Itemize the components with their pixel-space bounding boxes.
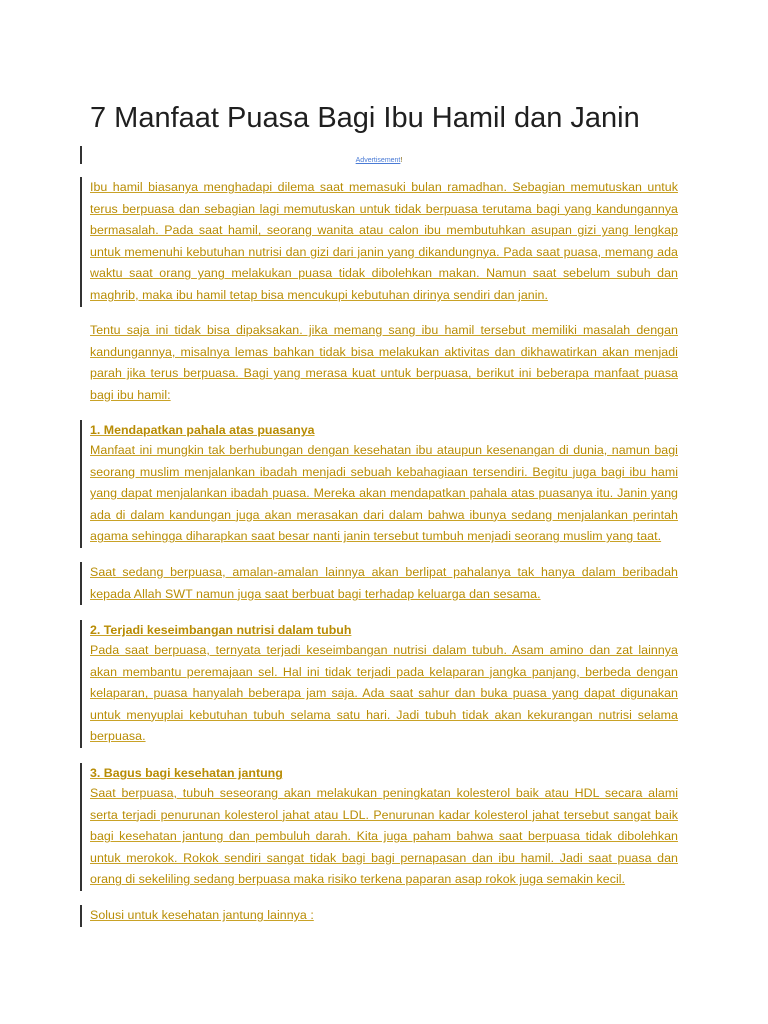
intro-paragraph-2 — [80, 320, 678, 406]
paragraph-text[interactable]: Saat berpuasa, tubuh seseorang akan melakukan peningkatan kolesterol baik atau HDL secara alami serta terjadi penurunan kolesterol jahat atau LDL. Penurunan kadar kolesterol jahat tersebut sangat baik bagi kesehatan jantung dan pembuluh darah. Kita juga paham bahwa saat berpuasa tidak dibolehkan untuk merokok. Rokok sendiri sangat tidak bagi bagi pernapasan dan ibu hamil. Jadi saat puasa dan orang di sekeliling sedang berpuasa maka risiko terkena paparan asap rokok juga semakin kecil. — [90, 786, 678, 887]
paragraph-text[interactable]: Saat sedang berpuasa, amalan-amalan lainnya akan berlipat pahalanya tak hanya dalam beribadah kepada Allah SWT namun juga saat berbuat bagi terhadap keluarga dan sesama. — [90, 565, 678, 601]
paragraph-text[interactable]: Manfaat ini mungkin tak berhubungan dengan kesehatan ibu ataupun kesenangan di dunia, namun bagi seorang muslim menjalankan ibadah menjadi sebuah kebahagiaan tersendiri. Begitu juga bagi ibu hami yang dapat menjalankan ibadah puasa. Mereka akan mendapatkan pahala atas puasanya itu. Janin yang ada di dalam kandungan juga akan merasakan dari dalam bahwa ibunya sedang menjalankan perintah agama sehingga diharapkan saat besar nanti janin tersebut tumbuh menjadi seorang muslim yang taat. — [90, 443, 678, 544]
section-1-extra — [80, 562, 678, 605]
section-heading[interactable]: 3. Bagus bagi kesehatan jantung — [90, 766, 283, 780]
section-3 — [80, 763, 678, 891]
advertisement-link[interactable]: Advertisement ! — [80, 156, 678, 165]
paragraph-text[interactable]: Ibu hamil biasanya menghadapi dilema saat memasuki bulan ramadhan. Sebagian memutuskan untuk terus berpuasa dan sebagian lagi memutuskan untuk tidak berpuasa terutama bagi yang kandungannya bermasalah. Pada saat hamil, seorang wanita atau calon ibu membutuhkan asupan gizi yang lengkap untuk memenuhi kebutuhan nutrisi dan gizi dari janin yang dikandungnya. Pada saat puasa, memang ada waktu saat orang yang melakukan puasa tidak dibolehkan makan. Namun saat sebelum subuh dan maghrib, maka ibu hamil tetap bisa mencukupi kebutuhan dirinya sendiri dan janin. — [90, 180, 678, 302]
section-3-extra — [80, 905, 678, 927]
paragraph-text[interactable]: Pada saat berpuasa, ternyata terjadi keseimbangan nutrisi dalam tubuh. Asam amino dan zat lainnya akan membantu peremajaan sel. Hal ini tidak terjadi pada kelaparan jangka panjang, berbeda dengan kelaparan, puasa hanyalah beberapa jam saja. Ada saat sahur dan buka puasa yang dapat digunakan untuk menyuplai kebutuhan tubuh selama satu hari. Jadi tubuh tidak akan kekurangan nutrisi selama berpuasa. — [90, 643, 678, 744]
paragraph-text[interactable]: Tentu saja ini tidak bisa dipaksakan. jika memang sang ibu hamil tersebut memiliki masalah dengan kandungannya, misalnya lemas bahkan tidak bisa melakukan aktivitas dan dikhawatirkan akan menjadi parah jika terus berpuasa. Bagi yang merasa kuat untuk berpuasa, berikut ini beberapa manfaat puasa bagi ibu hamil: — [90, 323, 678, 402]
advertisement-slot — [80, 146, 678, 164]
intro-paragraph-1 — [80, 177, 678, 307]
section-1 — [80, 420, 678, 548]
section-2 — [80, 620, 678, 748]
paragraph-text[interactable]: Solusi untuk kesehatan jantung lainnya : — [90, 908, 314, 922]
page-title: 7 Manfaat Puasa Bagi Ibu Hamil dan Janin — [90, 102, 640, 134]
section-heading[interactable]: 1. Mendapatkan pahala atas puasanya — [90, 423, 315, 437]
section-heading[interactable]: 2. Terjadi keseimbangan nutrisi dalam tubuh — [90, 623, 352, 637]
